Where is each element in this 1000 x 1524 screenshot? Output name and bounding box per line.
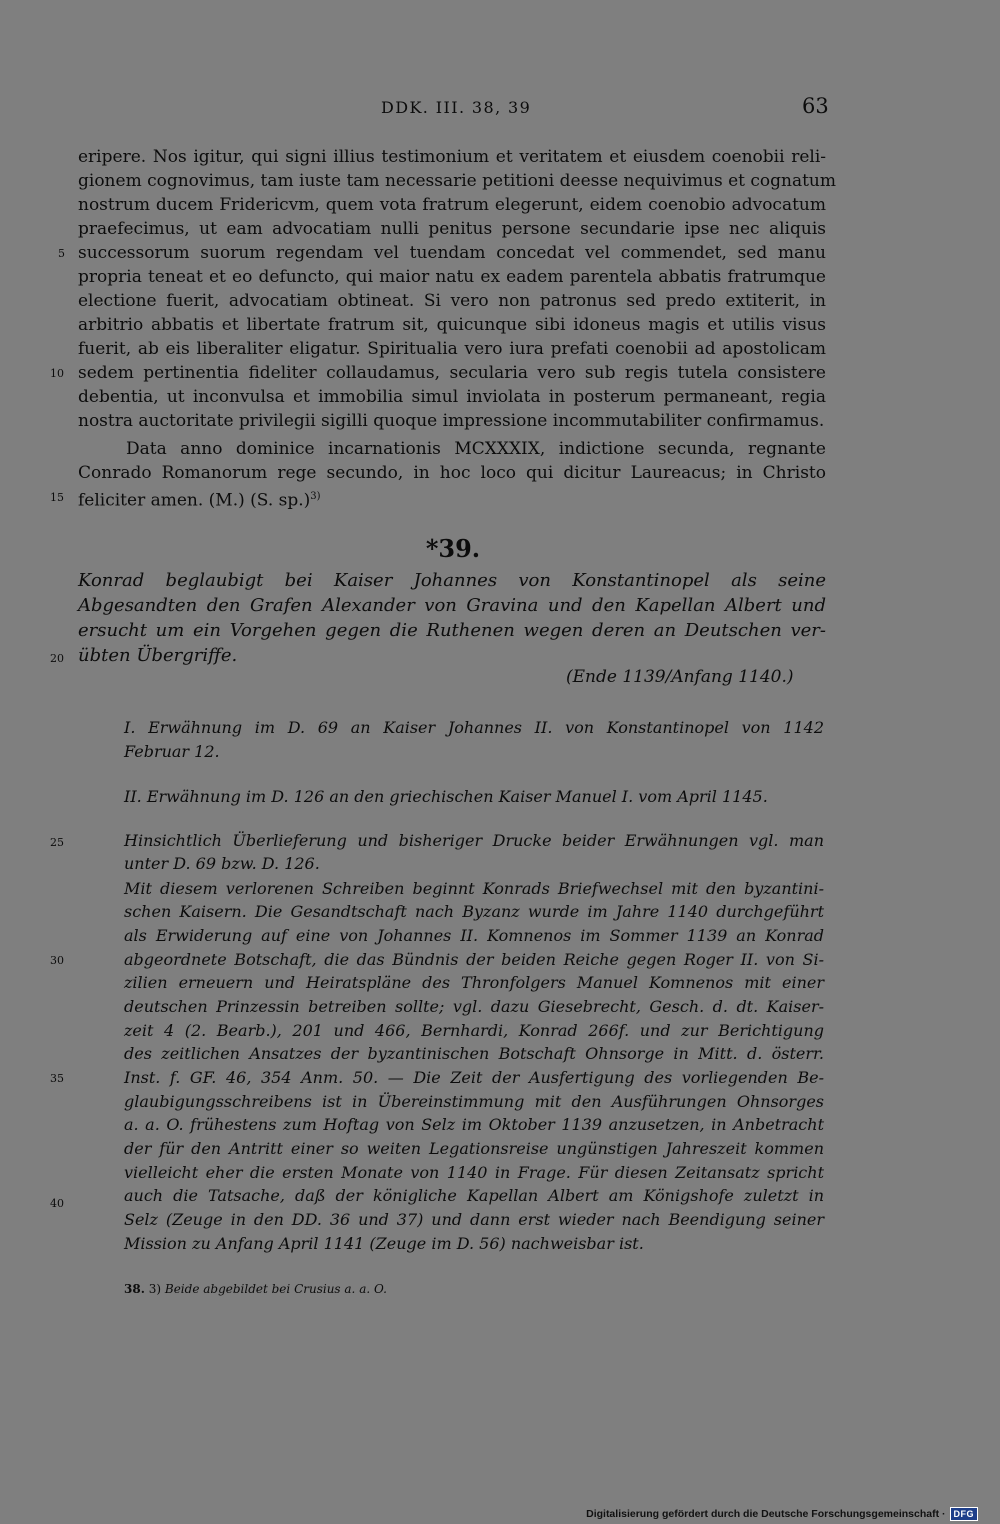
text-line: debentia, ut inconvulsa et immobilia simul inviolata in posterum permaneant, regia [78, 387, 826, 407]
commentary-line: II. Erwähnung im D. 126 an den griechischen Kaiser Manuel I. vom April 1145. [124, 787, 768, 806]
text-line: fuerit, ab eis liberaliter eligatur. Spiritualia vero iura prefati coenobii ad apostolicam [78, 339, 826, 359]
footnote [124, 1282, 387, 1296]
regest-line: übten Übergriffe. [78, 645, 238, 666]
text-line: electione fuerit, advocatiam obtineat. Si vero non patronus sed predo extiterit, in [78, 291, 826, 311]
commentary-line: a. a. O. frühestens zum Hoftag von Selz im Oktober 1139 anzusetzen, in Anbetracht [124, 1115, 824, 1134]
commentary-line: zilien erneuern und Heiratspläne des Thronfolgers Manuel Komnenos mit einer [124, 973, 824, 992]
commentary-line: abgeordnete Botschaft, die das Bündnis der beiden Reiche gegen Roger II. von Si- [124, 950, 824, 969]
text-line: sedem pertinentia fideliter collaudamus, secularia vero sub regis tutela consistere [78, 363, 826, 383]
line-number: 40 [50, 1197, 64, 1210]
line-number: 10 [50, 367, 64, 380]
line-number: 20 [50, 652, 64, 665]
text-line: eripere. Nos igitur, qui signi illius testimonium et veritatem et eiusdem coenobii reli- [78, 147, 826, 167]
text-line: nostrum ducem Fridericvm, quem vota fratrum elegerunt, eidem coenobio advocatum [78, 195, 826, 215]
text-line: successorum suorum regendam vel tuendam concedat vel commendet, sed manu [78, 243, 826, 263]
digitization-credit-bar [586, 1507, 978, 1521]
footnote-doc-ref: 38. [124, 1282, 145, 1296]
commentary-line: des zeitlichen Ansatzes der byzantinischen Botschaft Ohnsorge in Mitt. d. österr. [124, 1044, 824, 1063]
text-line: Conrado Romanorum rege secundo, in hoc loco qui dicitur Laureacus; in Christo [78, 463, 826, 483]
regest-line: ersucht um ein Vorgehen gegen die Ruthenen wegen deren an Deutschen ver- [78, 620, 826, 641]
commentary-line: Hinsichtlich Überlieferung und bisheriger Drucke beider Erwähnungen vgl. man [124, 831, 824, 850]
line-number: 25 [50, 836, 64, 849]
footnote-num: 3) [148, 1282, 162, 1296]
commentary-line: Februar 12. [124, 742, 220, 761]
text-line: nostra auctoritate privilegii sigilli quoque impressione incommutabiliter confirmamus. [78, 411, 825, 431]
footnote-ref: 3) [310, 491, 321, 502]
commentary-line: deutschen Prinzessin betreiben sollte; vgl. dazu Giesebrecht, Gesch. d. dt. Kaiser- [124, 997, 824, 1016]
page-number: 63 [802, 94, 829, 118]
text-line-last [78, 485, 826, 513]
commentary-line: als Erwiderung auf eine von Johannes II. Komnenos im Sommer 1139 an Konrad [124, 926, 824, 945]
dfg-logo: DFG [950, 1507, 979, 1521]
running-header [0, 94, 1000, 124]
text-line: propria teneat et eo defuncto, qui maior natu ex eadem parentela abbatis fratrumque [78, 267, 826, 287]
commentary-line: unter D. 69 bzw. D. 126. [124, 854, 320, 873]
commentary-line: Inst. f. GF. 46, 354 Anm. 50. — Die Zeit der Ausfertigung des vorliegenden Be- [124, 1068, 824, 1087]
commentary-line: vielleicht eher die ersten Monate von 1140 in Frage. Für diesen Zeitansatz spricht [124, 1163, 824, 1182]
commentary-line: Mission zu Anfang April 1141 (Zeuge im D. 56) nachweisbar ist. [124, 1234, 644, 1253]
line-number: 5 [58, 247, 65, 260]
commentary-line: auch die Tatsache, daß der königliche Kapellan Albert am Königshofe zuletzt in [124, 1186, 824, 1205]
commentary-line: zeit 4 (2. Bearb.), 201 und 466, Bernhardi, Konrad 266f. und zur Berichtigung [124, 1021, 824, 1040]
digitization-credit: Digitalisierung gefördert durch die Deutsche Forschungsgemeinschaft · [586, 1508, 946, 1520]
commentary-line: schen Kaisern. Die Gesandtschaft nach Byzanz wurde im Jahre 1140 durchgeführt [124, 902, 824, 921]
regest-line: Konrad beglaubigt bei Kaiser Johannes von Konstantinopel als seine [78, 570, 826, 591]
line-number: 15 [50, 491, 64, 504]
regest-line: Abgesandten den Grafen Alexander von Gravina und den Kapellan Albert und [78, 595, 826, 616]
line-number: 35 [50, 1072, 64, 1085]
footnote-text: Beide abgebildet bei Crusius a. a. O. [164, 1282, 387, 1296]
text-line: feliciter amen. (M.) (S. sp.) [78, 490, 311, 511]
commentary-line: I. Erwähnung im D. 69 an Kaiser Johannes II. von Konstantinopel von 1142 [124, 718, 824, 737]
dating: (Ende 1139/Anfang 1140.) [566, 667, 794, 687]
document-number: *39. [425, 534, 481, 563]
running-title: DDK. III. 38, 39 [381, 98, 532, 117]
commentary-line: Selz (Zeuge in den DD. 36 und 37) und dann erst wieder nach Beendigung seiner [124, 1210, 824, 1229]
commentary-line: der für den Antritt einer so weiten Legationsreise ungünstigen Jahreszeit kommen [124, 1139, 824, 1158]
text-line: praefecimus, ut eam advocatiam nulli penitus persone secundarie ipse nec aliquis [78, 219, 826, 239]
text-line: Data anno dominice incarnationis MCXXXIX, indictione secunda, regnante [126, 439, 826, 459]
commentary-line: glaubigungsschreibens ist in Übereinstimmung mit den Ausführungen Ohnsorges [124, 1092, 824, 1111]
text-line: arbitrio abbatis et libertate fratrum sit, quicunque sibi idoneus magis et utilis visus [78, 315, 826, 335]
commentary-line: Mit diesem verlorenen Schreiben beginnt Konrads Briefwechsel mit den byzantini- [124, 879, 824, 898]
line-number: 30 [50, 954, 64, 967]
text-line: gionem cognovimus, tam iuste tam necessarie petitioni deesse nequivimus et cognatum [78, 171, 836, 191]
